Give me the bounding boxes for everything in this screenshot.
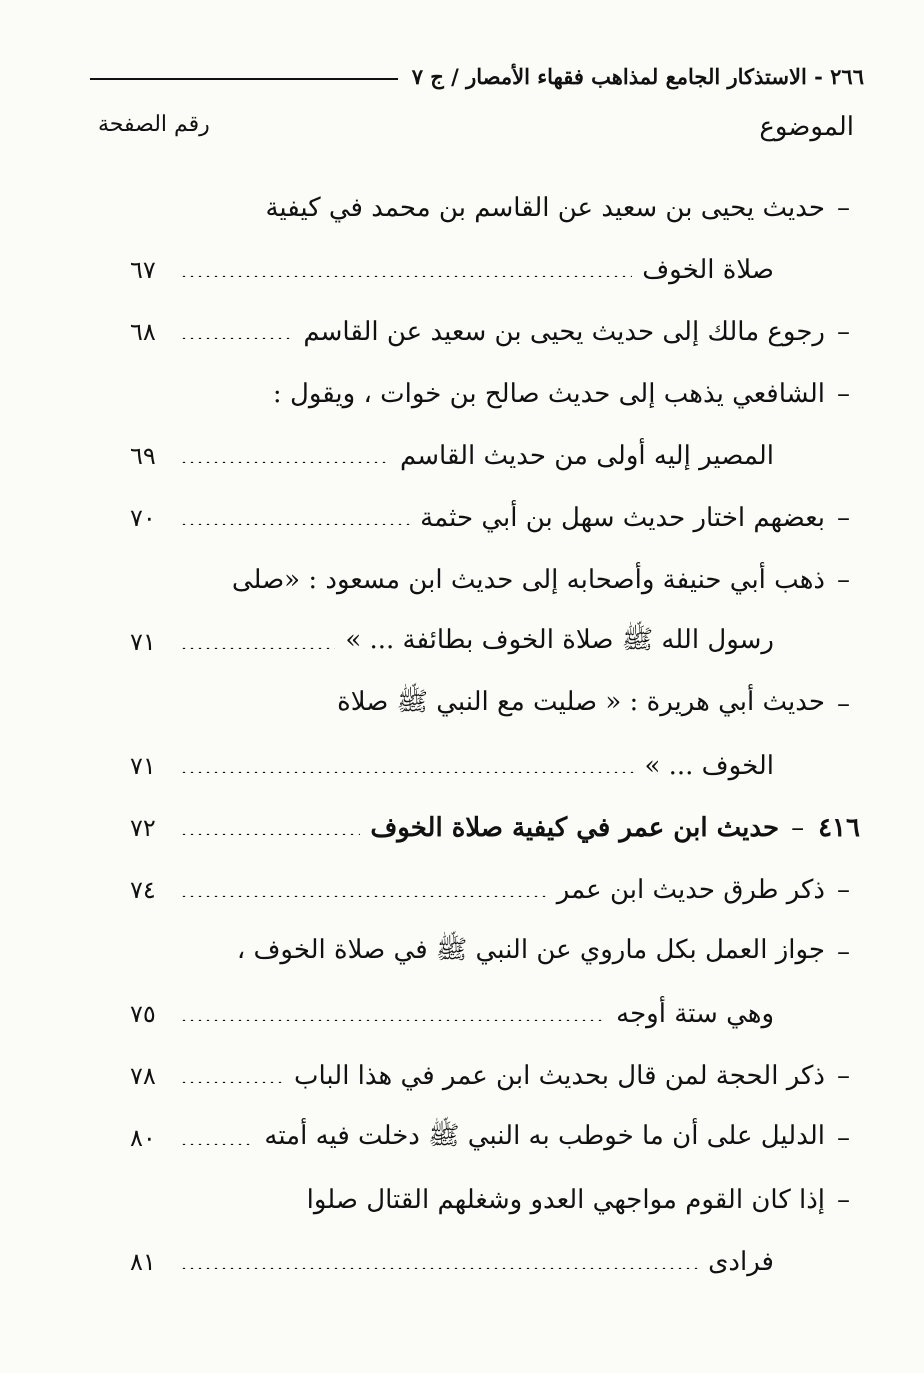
running-header	[90, 56, 864, 96]
entry-page-number: ٧٢	[130, 814, 156, 842]
toc-entry	[130, 366, 850, 422]
entry-dash: –	[837, 1123, 850, 1153]
entry-page-number: ٧٨	[130, 1062, 156, 1090]
toc-entry	[130, 1048, 850, 1104]
topic-column-heading: الموضوع	[759, 112, 854, 142]
entry-page-number: ٨١	[130, 1248, 156, 1276]
entry-page-number: ٧١	[130, 628, 156, 656]
entry-text: حديث ابن عمر في كيفية صلاة الخوف	[370, 813, 780, 843]
dot-leader	[180, 833, 360, 835]
entry-dash: –	[837, 379, 850, 409]
toc-entry	[130, 490, 850, 546]
entry-text: وهي ستة أوجه	[616, 999, 774, 1029]
toc-entry	[130, 862, 850, 918]
toc-entry	[130, 180, 850, 236]
entry-text: رسول الله ﷺ صلاة الخوف بطائفة ... »	[345, 625, 774, 655]
toc-entry	[130, 1172, 850, 1228]
entry-page-number: ٨٠	[130, 1124, 156, 1152]
entry-text: صلاة الخوف	[642, 255, 774, 285]
entry-dash: –	[837, 317, 850, 347]
toc-entry	[130, 242, 774, 298]
dot-leader	[180, 1019, 606, 1021]
dot-leader	[180, 1081, 284, 1083]
entry-dash: –	[837, 1185, 850, 1215]
entry-text: ذكر الحجة لمن قال بحديث ابن عمر في هذا الباب	[294, 1061, 825, 1091]
entry-dash: –	[837, 689, 850, 719]
header-title: ٢٦٦ - الاستذكار الجامع لمذاهب فقهاء الأمصار / ج ٧	[411, 63, 864, 89]
entry-dash: –	[837, 565, 850, 595]
dot-leader	[180, 1267, 698, 1269]
entry-text: رجوع مالك إلى حديث يحيى بن سعيد عن القاسم	[303, 317, 825, 347]
entry-text: ذهب أبي حنيفة وأصحابه إلى حديث ابن مسعود : «صلى	[231, 565, 825, 595]
entry-dash: –	[837, 503, 850, 533]
entry-text: بعضهم اختار حديث سهل بن أبي حثمة	[420, 503, 825, 533]
entry-page-number: ٦٨	[130, 318, 156, 346]
toc-entry	[130, 1110, 850, 1166]
dot-leader	[180, 337, 293, 339]
entry-text: المصير إليه أولى من حديث القاسم	[399, 441, 774, 471]
entry-text: جواز العمل بكل ماروي عن النبي ﷺ في صلاة الخوف ،	[236, 935, 825, 965]
toc-entry	[130, 800, 860, 856]
toc-entry	[130, 614, 774, 670]
entry-page-number: ٧٥	[130, 1000, 156, 1028]
entry-page-number: ٧٠	[130, 504, 156, 532]
page-number-column-heading: رقم الصفحة	[98, 112, 210, 137]
entry-page-number: ٦٩	[130, 442, 156, 470]
entry-text: حديث أبي هريرة : « صليت مع النبي ﷺ صلاة	[337, 687, 825, 717]
entry-page-number: ٦٧	[130, 256, 156, 284]
entry-text: الخوف ... »	[644, 751, 774, 781]
toc-entry	[130, 428, 774, 484]
header-rule	[90, 78, 398, 80]
section-number: ٤١٦	[818, 813, 860, 843]
entry-text: الشافعي يذهب إلى حديث صالح بن خوات ، ويقول :	[272, 379, 825, 409]
entry-dash: –	[837, 193, 850, 223]
entry-dash: –	[837, 937, 850, 967]
entry-text: الدليل على أن ما خوطب به النبي ﷺ دخلت فيه أمته	[264, 1121, 825, 1151]
entry-text: حديث يحيى بن سعيد عن القاسم بن محمد في كيفية	[265, 193, 825, 223]
entry-page-number: ٧١	[130, 752, 156, 780]
dot-leader	[180, 523, 410, 525]
toc-entry	[130, 738, 774, 794]
toc-entry	[130, 676, 850, 732]
entry-text: فرادى	[708, 1247, 774, 1277]
toc-entry	[130, 924, 850, 980]
dot-leader	[180, 647, 335, 649]
dot-leader	[180, 771, 634, 773]
entry-text: ذكر طرق حديث ابن عمر	[556, 875, 825, 905]
entry-dash: –	[837, 1061, 850, 1091]
toc-entry	[130, 1234, 774, 1290]
dot-leader	[180, 461, 390, 463]
dot-leader	[180, 275, 632, 277]
dot-leader	[180, 1143, 254, 1145]
entry-dash: –	[791, 813, 805, 843]
dot-leader	[180, 895, 547, 897]
entry-dash: –	[837, 875, 850, 905]
entry-page-number: ٧٤	[130, 876, 156, 904]
toc-entry	[130, 304, 850, 360]
entry-text: إذا كان القوم مواجهي العدو وشغلهم القتال صلوا	[306, 1185, 825, 1215]
toc-entry	[130, 986, 774, 1042]
toc-entry	[130, 552, 850, 608]
